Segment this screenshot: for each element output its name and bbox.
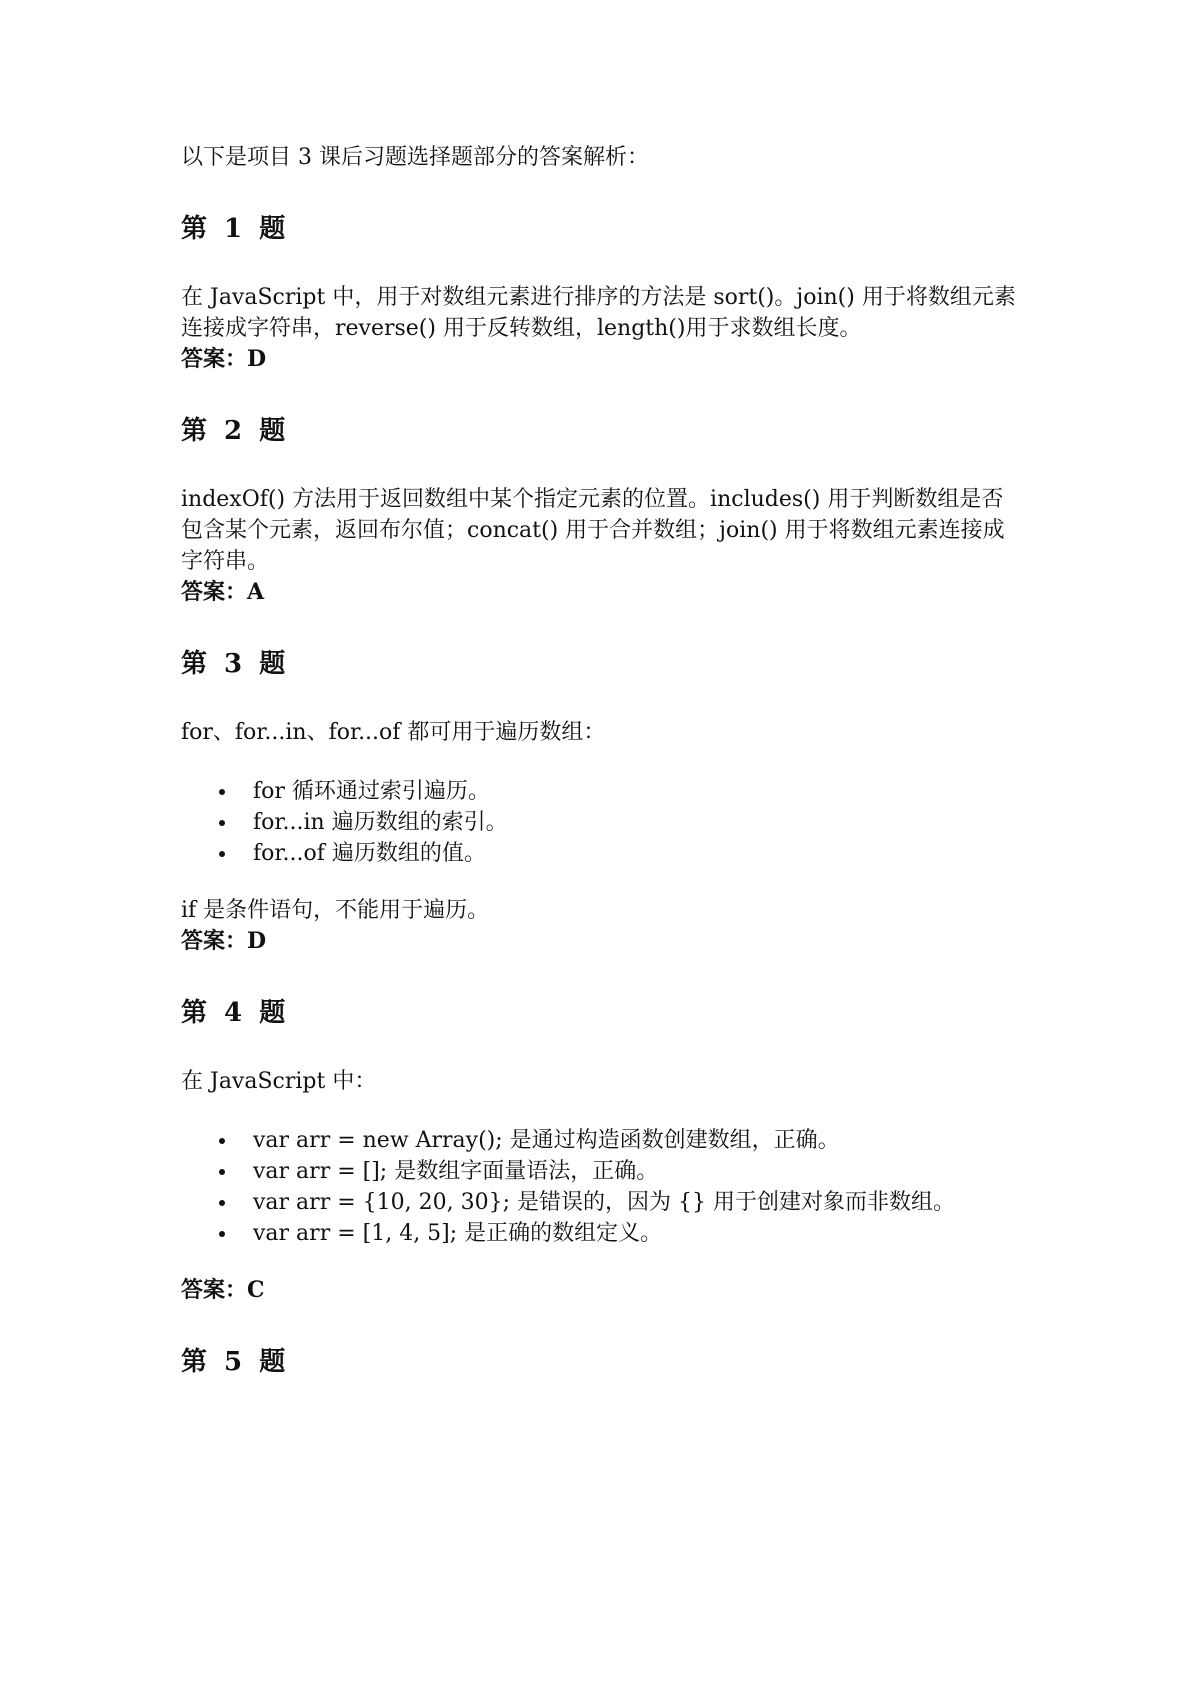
question-1-explanation: 在 JavaScript 中，用于对数组元素进行排序的方法是 sort()。join() 用于将数组元素连接成字符串，reverse() 用于反转数组，length()用于求数组长度。 <box>181 285 1016 341</box>
question-2-answer: 答案：A <box>181 579 265 605</box>
question-2-explanation: indexOf() 方法用于返回数组中某个指定元素的位置。includes() 用于判断数组是否包含某个元素，返回布尔值；concat() 用于合并数组；join() 用于将数组元素连接成字符串。 <box>181 487 1005 574</box>
list-item: for...in 遍历数组的索引。 <box>253 807 1021 838</box>
intro-text: 以下是项目 3 课后习题选择题部分的答案解析： <box>181 145 649 170</box>
question-4-heading: 第 4 题 <box>181 998 290 1028</box>
question-2 <box>181 413 1021 608</box>
question-3-answer: 答案：D <box>181 928 267 954</box>
list-item: var arr = []; 是数组字面量语法，正确。 <box>253 1156 1021 1187</box>
list-item: for 循环通过索引遍历。 <box>253 776 1021 807</box>
question-2-heading: 第 2 题 <box>181 416 290 446</box>
question-3-tail: if 是条件语句，不能用于遍历。 <box>181 898 490 923</box>
question-1-answer: 答案：D <box>181 346 267 372</box>
question-4-answer: 答案：C <box>181 1277 265 1303</box>
question-3-heading: 第 3 题 <box>181 649 290 679</box>
list-item: var arr = new Array(); 是通过构造函数创建数组，正确。 <box>253 1125 1021 1156</box>
question-5 <box>181 1344 1021 1380</box>
question-1-heading: 第 1 题 <box>181 214 290 244</box>
list-item: var arr = {10, 20, 30}; 是错误的，因为 {} 用于创建对象而非数组。 <box>253 1187 1021 1218</box>
list-item: for...of 遍历数组的值。 <box>253 838 1021 869</box>
question-4-lead: 在 JavaScript 中： <box>181 1069 377 1094</box>
question-5-heading: 第 5 题 <box>181 1347 290 1377</box>
question-4 <box>181 995 1021 1306</box>
question-3-list <box>181 776 1021 869</box>
document-body <box>181 142 1021 1380</box>
question-3 <box>181 646 1021 957</box>
list-item: var arr = [1, 4, 5]; 是正确的数组定义。 <box>253 1218 1021 1249</box>
question-4-list <box>181 1125 1021 1249</box>
question-1 <box>181 211 1021 375</box>
question-3-lead: for、for...in、for...of 都可用于遍历数组： <box>181 720 606 745</box>
